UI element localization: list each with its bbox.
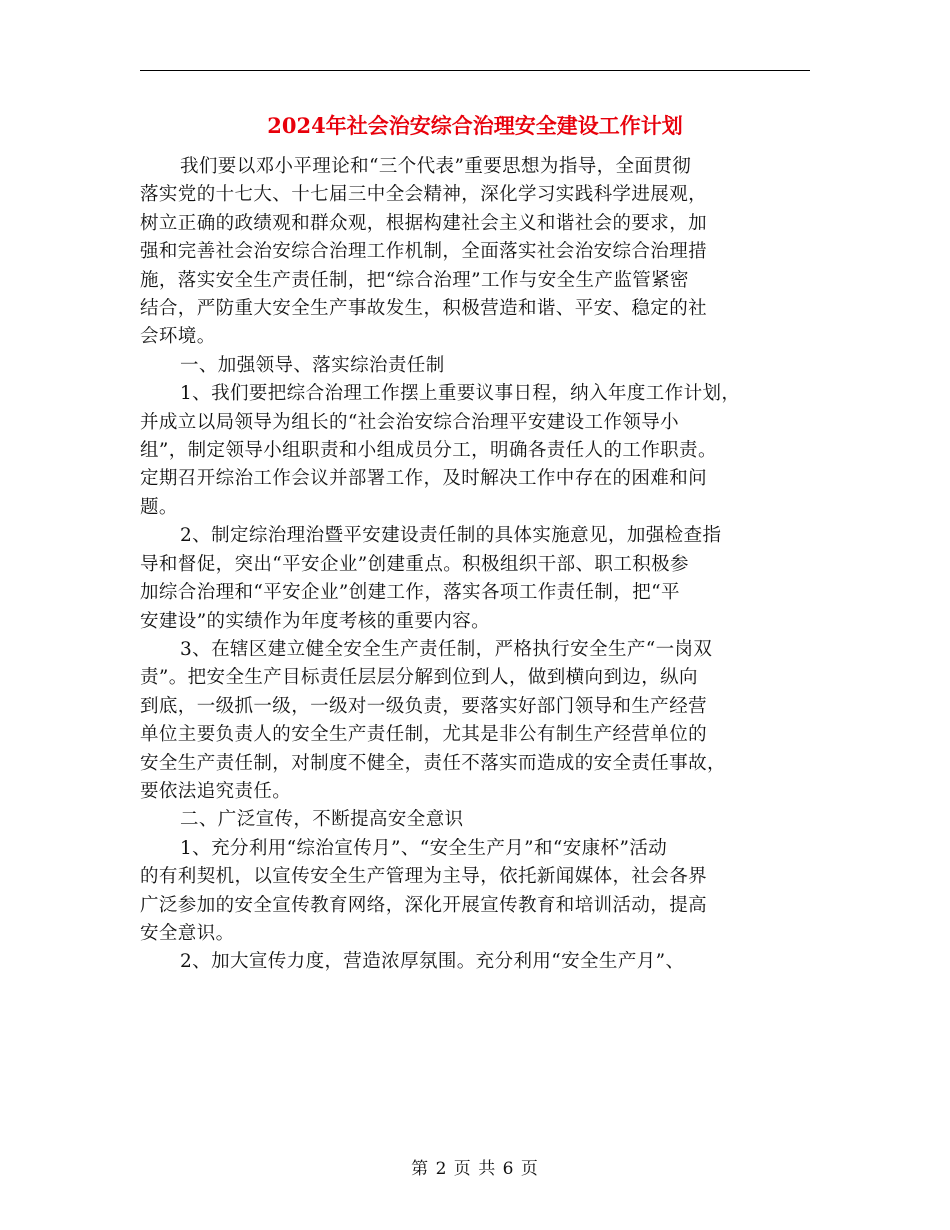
paragraph-line: 责”。把安全生产目标责任层层分解到位到人，做到横向到边，纵向 [140, 667, 698, 689]
paragraph [140, 835, 820, 949]
paragraph-line: 我们要以邓小平理论和“三个代表”重要思想为指导，全面贯彻 [180, 156, 692, 177]
paragraph-line: 组”，制定领导小组职责和小组成员分工，明确各责任人的工作职责。 [140, 440, 717, 462]
paragraph [140, 522, 820, 636]
paragraph-line: 到底，一级抓一级，一级对一级负责，要落实好部门领导和生产经营 [140, 695, 708, 717]
paragraph-line: 强和完善社会治安综合治理工作机制，全面落实社会治安综合治理措 [140, 241, 708, 263]
paragraph-line: 1、充分利用“综治宣传月”、“安全生产月”和“安康杯”活动 [180, 837, 668, 859]
paragraph-line: 的有利契机，以宣传安全生产管理为主导，依托新闻媒体，社会各界 [140, 866, 708, 888]
header-rule [140, 70, 810, 71]
paragraph-line: 结合，严防重大安全生产事故发生，积极营造和谐、平安、稳定的社 [140, 298, 708, 320]
paragraph-line: 落实党的十七大、十七届三中全会精神，深化学习实践科学进展观， [140, 184, 708, 206]
paragraph-line: 导和督促，突出“平安企业”创建重点。积极组织干部、职工积极参 [140, 553, 689, 575]
paragraph-line: 2、制定综治理治暨平安建设责任制的具体实施意见，加强检查指 [180, 525, 722, 547]
paragraph-line: 2、加大宣传力度，营造浓厚氛围。充分利用“安全生产月”、 [180, 951, 685, 973]
paragraph [140, 153, 820, 352]
paragraph [140, 352, 820, 380]
paragraph-line: 单位主要负责人的安全生产责任制，尤其是非公有制生产经营单位的 [140, 724, 708, 746]
paragraph-line: 题。 [140, 496, 178, 518]
paragraph-line: 安建设”的实绩作为年度考核的重要内容。 [140, 610, 491, 632]
paragraph-line: 广泛参加的安全宣传教育网络，深化开展宣传教育和培训活动，提高 [140, 894, 708, 916]
paragraph-line: 安全意识。 [140, 922, 235, 944]
paragraph [140, 380, 820, 522]
paragraph [140, 636, 820, 806]
paragraph-line: 定期召开综治工作会议并部署工作，及时解决工作中存在的困难和问 [140, 468, 708, 490]
paragraph-line: 1、我们要把综合治理工作摆上重要议事日程，纳入年度工作计划， [180, 383, 741, 405]
paragraph-line: 并成立以局领导为组长的“社会治安综合治理平安建设工作领导小 [140, 411, 680, 433]
paragraph-line: 树立正确的政绩观和群众观，根据构建社会主义和谐社会的要求，加 [140, 212, 708, 234]
paragraph-line: 一、加强领导、落实综治责任制 [180, 354, 445, 376]
document-title: 2024年社会治安综合治理安全建设工作计划 [267, 113, 683, 138]
paragraph-line: 会环境。 [140, 326, 216, 348]
paragraph-line: 施，落实安全生产责任制，把“综合治理”工作与安全生产监管紧密 [140, 269, 689, 291]
document-body [140, 153, 820, 977]
paragraph-line: 安全生产责任制，对制度不健全，责任不落实而造成的安全责任事故， [140, 752, 726, 774]
paragraph [140, 948, 820, 976]
paragraph-line: 二、广泛宣传，不断提高安全意识 [180, 809, 464, 831]
paragraph-line: 3、在辖区建立健全安全生产责任制，严格执行安全生产“一岗双 [180, 638, 713, 660]
paragraph-line: 要依法追究责任。 [140, 780, 292, 802]
paragraph-line: 加综合治理和“平安企业”创建工作，落实各项工作责任制，把“平 [140, 582, 680, 604]
page-number-footer: 第 2 页 共 6 页 [411, 1159, 539, 1179]
paragraph [140, 806, 820, 834]
